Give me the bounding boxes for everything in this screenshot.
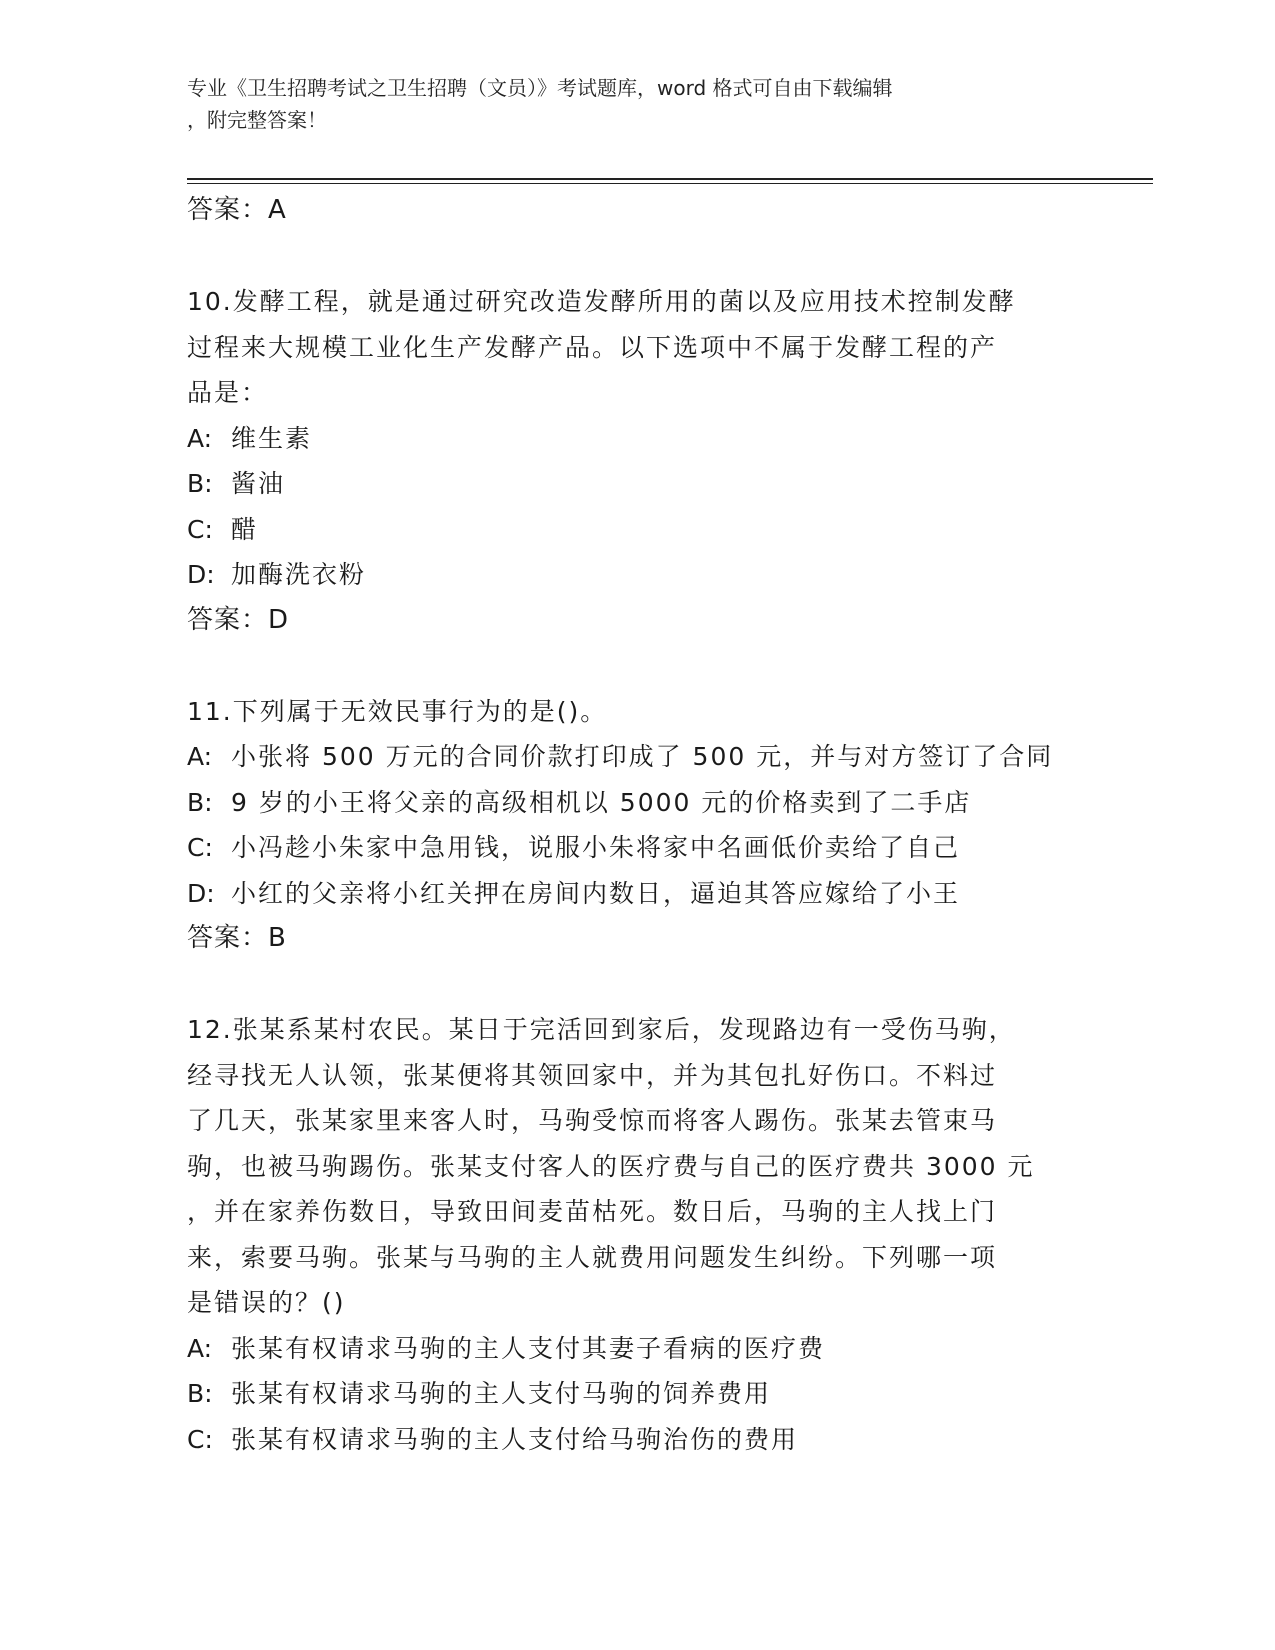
question-stem-line: 驹，也被马驹踢伤。张某支付客人的医疗费与自己的医疗费共 3000 元 [187,1151,1035,1181]
option-letter: B: [187,469,213,498]
option-letter: D: [187,560,215,589]
option-text: 酱油 [231,469,286,498]
option-text: 小张将 500 万元的合同价款打印成了 500 元，并与对方签订了合同 [231,742,1054,771]
spacer [187,962,1087,1008]
option-text: 加酶洗衣粉 [231,560,367,589]
spacer [187,643,1087,689]
option-letter: B: [187,1379,213,1408]
question-stem-line: ，并在家养伤数日，导致田间麦苗枯死。数日后，马驹的主人找上门 [187,1197,998,1226]
option-a [187,416,1087,462]
option-d [187,871,1087,917]
question-answer: 答案：D [187,604,290,635]
option-a [187,734,1087,780]
question-stem-line: 11.下列属于无效民事行为的是()。 [187,696,608,726]
option-letter: C: [187,833,213,862]
question-12 [187,1007,1087,1462]
option-text: 醋 [231,514,259,544]
header-divider-thin [187,183,1153,184]
question-10 [187,279,1087,643]
option-text: 张某有权请求马驹的主人支付马驹的饲养费用 [231,1379,772,1408]
option-c [187,507,1087,553]
option-text: 9 岁的小王将父亲的高级相机以 5000 元的价格卖到了二手店 [231,787,972,817]
question-stem-line: 来，索要马驹。张某与马驹的主人就费用问题发生纠纷。下列哪一项 [187,1242,998,1272]
spacer [187,234,1087,280]
option-b [187,1371,1087,1417]
option-letter: A: [187,1333,213,1363]
option-text: 小红的父亲将小红关押在房间内数日，逼迫其答应嫁给了小王 [231,878,961,908]
question-stem-line: 12.张某系某村农民。某日于完活回到家后，发现路边有一受伤马驹， [187,1015,1016,1044]
option-d [187,552,1087,598]
question-content [187,188,1087,1462]
question-stem-line: 品是： [187,378,269,407]
option-text: 小冯趁小朱家中急用钱，说服小朱将家中名画低价卖给了自己 [231,833,961,862]
option-b [187,780,1087,826]
question-stem-line: 经寻找无人认领，张某便将其领回家中，并为其包扎好伤口。不料过 [187,1060,998,1090]
option-b [187,461,1087,507]
option-text: 维生素 [231,423,313,453]
question-stem-line: 是错误的？() [187,1288,346,1317]
page-header [187,72,1067,136]
option-letter: C: [187,514,213,544]
question-answer: 答案：B [187,923,287,953]
option-a [187,1326,1087,1372]
option-text: 张某有权请求马驹的主人支付给马驹治伤的费用 [231,1424,799,1454]
option-text: 张某有权请求马驹的主人支付其妻子看病的医疗费 [231,1333,826,1363]
option-letter: A: [187,742,213,771]
question-stem-line: 了几天，张某家里来客人时，马驹受惊而将客人踢伤。张某去管束马 [187,1106,998,1135]
header-title-line-1: 专业《卫生招聘考试之卫生招聘（文员）》考试题库，word 格式可自由下载编辑 [187,76,893,100]
question-stem-line: 10.发酵工程，就是通过研究改造发酵所用的菌以及应用技术控制发酵 [187,287,1016,316]
header-divider-thick [187,178,1153,180]
header-title-line-2: ，附完整答案！ [187,108,327,132]
option-letter: D: [187,878,215,908]
option-letter: B: [187,787,213,817]
question-11 [187,689,1087,962]
option-letter: A: [187,423,213,453]
option-c [187,1417,1087,1463]
option-letter: C: [187,1424,213,1454]
option-c [187,825,1087,871]
question-stem-line: 过程来大规模工业化生产发酵产品。以下选项中不属于发酵工程的产 [187,332,998,362]
previous-answer: 答案：A [187,195,287,225]
